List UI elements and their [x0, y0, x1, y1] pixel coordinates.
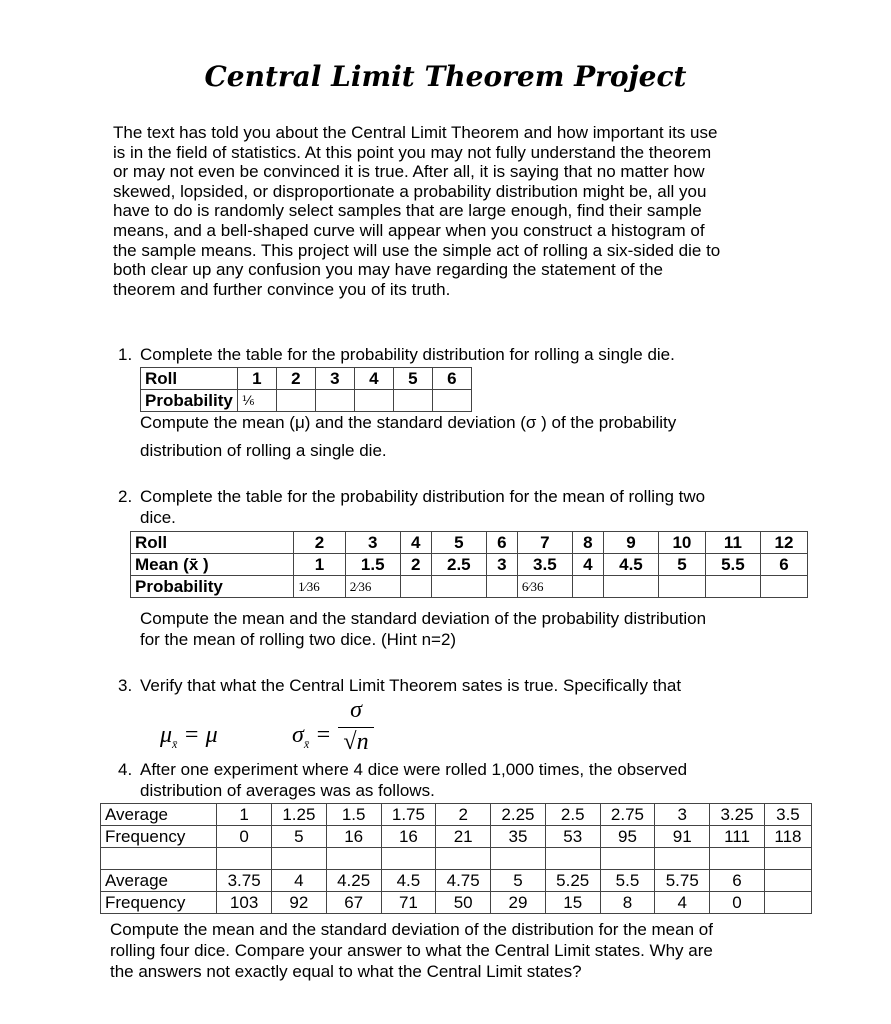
table-cell: 111	[710, 826, 765, 848]
formula-mean	[160, 722, 218, 752]
table-cell: 3	[486, 554, 517, 576]
answer-cell[interactable]: ⅙	[237, 390, 276, 412]
table-cell: 5.25	[545, 870, 600, 892]
q2-text-2: dice.	[140, 508, 176, 527]
answer-cell[interactable]: 2⁄36	[345, 576, 400, 598]
table-cell: 4.5	[381, 870, 436, 892]
intro-line: both clear up any confusion you may have regarding the statement of the	[113, 260, 664, 280]
answer-cell[interactable]	[603, 576, 658, 598]
q1-after-1: Compute the mean (μ) and the standard deviation (σ ) of the probability	[140, 413, 677, 432]
table-cell: 67	[326, 892, 381, 914]
answer-cell[interactable]	[705, 576, 760, 598]
table-cell: 4.75	[436, 870, 491, 892]
table-cell: 4	[655, 892, 710, 914]
fraction-denominator: √n	[343, 729, 369, 755]
table-row	[131, 532, 808, 554]
row-label: Average	[101, 870, 217, 892]
intro-line: theorem and further convince you of its truth.	[113, 279, 451, 299]
table-cell: 0	[710, 892, 765, 914]
row-label: Average	[101, 804, 217, 826]
q1-text: Complete the table for the probability distribution for rolling a single die.	[140, 345, 675, 364]
table-cell: 16	[381, 826, 436, 848]
table-cell: 4	[572, 554, 603, 576]
table-cell: 95	[600, 826, 655, 848]
table-cell	[764, 870, 811, 892]
table-cell: 118	[764, 826, 811, 848]
q1-after-2: distribution of rolling a single die.	[140, 441, 387, 460]
table-cell: 3.25	[710, 804, 765, 826]
empty-cell	[436, 848, 491, 870]
table-cell: 92	[272, 892, 327, 914]
empty-cell	[101, 848, 217, 870]
table-row	[101, 892, 812, 914]
table-cell: 1	[294, 554, 346, 576]
answer-cell[interactable]: 1⁄36	[294, 576, 346, 598]
table-cell: 5	[658, 554, 705, 576]
equals: =	[315, 722, 332, 748]
q2-after-1: Compute the mean and the standard deviation of the probability distribution	[140, 609, 707, 628]
xbar-subscript: x̄	[172, 736, 178, 751]
empty-cell	[491, 848, 546, 870]
q4-text-1: After one experiment where 4 dice were rolled 1,000 times, the observed	[140, 760, 688, 779]
table-row	[131, 554, 808, 576]
empty-cell	[655, 848, 710, 870]
fraction-bar	[338, 727, 374, 728]
table-cell: 91	[655, 826, 710, 848]
table-cell: 71	[381, 892, 436, 914]
table-cell: 4.25	[326, 870, 381, 892]
table-cell: 1.5	[326, 804, 381, 826]
row-label: Probability	[141, 390, 238, 412]
empty-cell	[326, 848, 381, 870]
row-label: Frequency	[101, 826, 217, 848]
q2-text-1: Complete the table for the probability distribution for the mean of rolling two	[140, 487, 706, 506]
table-cell: 4	[400, 532, 431, 554]
table-cell: 2	[436, 804, 491, 826]
table-cell: 1.5	[345, 554, 400, 576]
intro-line: or may not even be convinced it is true. After all, it is saying that no matter how	[113, 162, 705, 182]
table-cell: 6	[432, 368, 471, 390]
table-cell: 9	[603, 532, 658, 554]
table-cell: 2.5	[545, 804, 600, 826]
table-cell: 3.75	[217, 870, 272, 892]
empty-cell	[600, 848, 655, 870]
mu-symbol: μ	[160, 722, 173, 748]
table-cell: 2	[400, 554, 431, 576]
table-cell: 1.75	[381, 804, 436, 826]
answer-cell[interactable]: 6⁄36	[517, 576, 572, 598]
table-row	[101, 804, 812, 826]
answer-cell[interactable]	[760, 576, 807, 598]
answer-cell[interactable]	[400, 576, 431, 598]
table-cell: 35	[491, 826, 546, 848]
table-row	[141, 390, 472, 412]
row-label: Probability	[131, 576, 294, 598]
table-cell: 3.5	[764, 804, 811, 826]
q3-text: Verify that what the Central Limit Theorem sates is true. Specifically that	[140, 676, 682, 695]
table-cell: 7	[517, 532, 572, 554]
table-cell: 1	[237, 368, 276, 390]
fraction-numerator: σ	[350, 697, 362, 723]
q2-number: 2.	[118, 487, 133, 506]
table-cell: 2.5	[431, 554, 486, 576]
empty-cell	[217, 848, 272, 870]
table-row	[131, 576, 808, 598]
answer-cell[interactable]	[393, 390, 432, 412]
mu-rhs: = μ	[183, 722, 218, 748]
table-cell: 0	[217, 826, 272, 848]
table-cell	[764, 892, 811, 914]
empty-cell	[272, 848, 327, 870]
table-cell: 4	[272, 870, 327, 892]
table-cell: 6	[760, 554, 807, 576]
table-cell: 16	[326, 826, 381, 848]
table-cell: 5.5	[600, 870, 655, 892]
empty-cell	[764, 848, 811, 870]
page-title: Central Limit Theorem Project	[204, 60, 687, 93]
table-cell: 15	[545, 892, 600, 914]
table-cell: 3	[345, 532, 400, 554]
table-cell: 3	[655, 804, 710, 826]
table-cell: 11	[705, 532, 760, 554]
answer-cell[interactable]	[432, 390, 471, 412]
empty-cell	[381, 848, 436, 870]
row-label: Mean (x̄ )	[131, 554, 294, 576]
q4-after-3: the answers not exactly equal to what the Central Limit states?	[110, 962, 582, 981]
table-cell: 2.75	[600, 804, 655, 826]
table-cell: 5	[393, 368, 432, 390]
table-cell: 8	[600, 892, 655, 914]
table-cell: 5.5	[705, 554, 760, 576]
row-label: Roll	[141, 368, 238, 390]
q2-after-2: for the mean of rolling two dice. (Hint n=2)	[140, 630, 457, 649]
two-dice-table	[130, 531, 808, 598]
answer-cell[interactable]	[276, 390, 315, 412]
formula-sd	[292, 722, 331, 752]
table-cell: 12	[760, 532, 807, 554]
table-cell: 103	[217, 892, 272, 914]
answer-cell[interactable]	[658, 576, 705, 598]
table-cell: 53	[545, 826, 600, 848]
table-cell: 1.25	[272, 804, 327, 826]
table-cell: 5.75	[655, 870, 710, 892]
table-cell: 6	[486, 532, 517, 554]
intro-line: means, and a bell-shaped curve will appear when you construct a histogram of	[113, 221, 705, 240]
table-cell: 5	[491, 870, 546, 892]
q1-number: 1.	[118, 345, 133, 364]
xbar-subscript: x̄	[303, 736, 310, 751]
table-cell: 10	[658, 532, 705, 554]
table-cell: 2	[276, 368, 315, 390]
sigma-symbol: σ	[292, 722, 304, 748]
row-label: Roll	[131, 532, 294, 554]
answer-cell[interactable]	[486, 576, 517, 598]
intro-line: the sample means. This project will use the simple act of rolling a six-sided die to	[113, 240, 721, 260]
table-cell: 3	[315, 368, 354, 390]
table-row	[141, 368, 472, 390]
answer-cell[interactable]	[354, 390, 393, 412]
table-cell: 29	[491, 892, 546, 914]
table-row	[101, 826, 812, 848]
q4-number: 4.	[118, 760, 133, 779]
q3-number: 3.	[118, 676, 133, 695]
table-cell: 50	[436, 892, 491, 914]
row-label: Frequency	[101, 892, 217, 914]
table-cell: 3.5	[517, 554, 572, 576]
table-cell: 5	[431, 532, 486, 554]
table-cell: 6	[710, 870, 765, 892]
table-row	[101, 848, 812, 870]
table-cell: 4	[354, 368, 393, 390]
q4-after-1: Compute the mean and the standard deviation of the distribution for the mean of	[110, 920, 713, 939]
table-cell: 2.25	[491, 804, 546, 826]
table-cell: 21	[436, 826, 491, 848]
single-die-table	[140, 367, 472, 412]
table-cell: 4.5	[603, 554, 658, 576]
table-cell: 2	[294, 532, 346, 554]
table-cell: 1	[217, 804, 272, 826]
four-dice-table	[100, 803, 812, 914]
q4-text-2: distribution of averages was as follows.	[140, 781, 435, 800]
intro-line: is in the field of statistics. At this point you may not fully understand the theorem	[113, 142, 712, 162]
answer-cell[interactable]	[431, 576, 486, 598]
intro-line: The text has told you about the Central Limit Theorem and how important its use	[113, 123, 718, 142]
table-cell: 5	[272, 826, 327, 848]
empty-cell	[545, 848, 600, 870]
empty-cell	[710, 848, 765, 870]
intro-line: skewed, lopsided, or disproportionate a probability distribution might be, all you	[113, 181, 707, 201]
answer-cell[interactable]	[315, 390, 354, 412]
table-cell: 8	[572, 532, 603, 554]
intro-line: have to do is randomly select samples that are large enough, find their sample	[113, 201, 702, 221]
answer-cell[interactable]	[572, 576, 603, 598]
table-row	[101, 870, 812, 892]
q4-after-2: rolling four dice. Compare your answer to what the Central Limit states. Why are	[110, 941, 713, 960]
